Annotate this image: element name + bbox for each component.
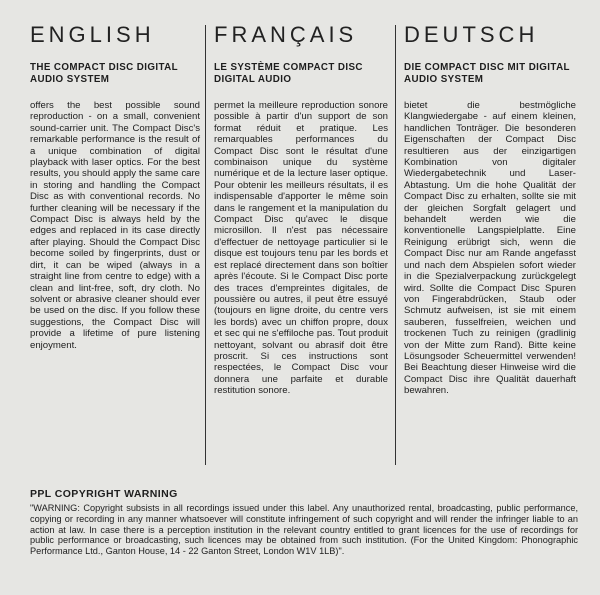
copyright-warning-text: "WARNING: Copyright subsists in all recordings issued under this label. Any unauthorized rental, broadcasting, public performance, copying or recording in any manner whatsoever will constitute infringement of such copyright and will render the infringer liable to an action at law. In case there is a perception institution in the relevant country entitled to grant licences for the use of recordings for public performance or broadcasting, such licences may be obtained from such institution. (For the United Kingdom: Phonographic Performance Ltd., Ganton House, 14 - 22 Ganton Street, London W1V 1LB)". [30, 503, 578, 557]
french-column [214, 20, 388, 397]
german-column [404, 20, 576, 397]
german-body: bietet die bestmögliche Klangwiedergabe - auf einem kleinen, handlichen Tonträger. Die besonderen Eigenschaften der Compact Disc resultieren aus der einzigartigen Kombination von digitaler Wiedergabetechnik und Laser-Abtastung. Um die hohe Qualität der Compact Disc zu erhalten, sollte sie mit der gleichen Sorgfalt gelagert und behandelt werden wie die konventionelle Langspielplatte. Eine Reinigung erübrigt sich, wenn die Compact Disc nur am Rande angefasst und nach dem Abspielen sofort wieder in die Spezialverpackung zurückgelegt wird. Sollte die Compact Disc Spuren von Fingerabdrücken, Staub oder Schmutz aufweisen, ist sie mit einem sauberen, fusselfreien, weichen und trockenen Tuch zu reinigen (gradlinig von der Mitte zum Rand). Bitte keine Lösungsoder Scheuermittel verwenden! Bei Beachtung dieser Hinweise wird die Compact Disc ihre Qualität dauerhaft bewahren. [404, 100, 576, 397]
english-column [30, 20, 200, 351]
column-divider-1 [205, 25, 206, 465]
english-heading: ENGLISH [30, 22, 155, 47]
french-body: permet la meilleure reproduction sonore possible à partir d'un support de son format réduit et pratique. Les remarquables performances du Compact Disc sont le résultat d'une combinaison unique du système numérique et de la lecture laser optique. Pour obtenir les meilleurs résultats, il es indispensable d'apporter le même soin dans le rangement et la manipulation du Compact Disc qu'avec le disque microsillon. Il n'est pas nécessaire d'effectuer de nettoyage particulier si le disque est toujours tenu par les bords et est replacé directement dans son boîtier après l'écoute. Si le Compact Disc porte des traces d'empreintes digitales, de poussière ou autres, il peut être essuyé (toujours en ligne droite, du centre vers les bords) avec un chiffon propre, doux et sec qui ne s'effiloche pas. Tout produit nettoyant, solvant ou abrasif doit être proscrit. Si ces instructions sont respectées, le Compact Disc vour donnera une parfaite et durable restitution sonore. [214, 100, 388, 397]
english-subheading: THE COMPACT DISC DIGITAL AUDIO SYSTEM [30, 62, 178, 85]
german-subheading: DIE COMPACT DISC MIT DIGITAL AUDIO SYSTEM [404, 62, 570, 85]
english-body: offers the best possible sound reproduction - on a small, convenient sound-carrier unit. The Compact Disc's remarkable performance is the result of a unique combination of digital playback with laser optics. For the best results, you should apply the same care in storing and handling the Compact Disc as with conventional records. No further cleaning will be necessary if the Compact Disc is always held by the edges and replaced in its case directly after playing. Should the Compact Disc become soiled by fingerprints, dust or dirt, it can be wiped (always in a straight line from centre to edge) with a clean and lint-free, soft, dry cloth. No solvent or abrasive cleaner should ever be used on the disc. If you follow these suggestions, the Compact Disc will provide a lifetime of pure listening enjoyment. [30, 100, 200, 351]
german-heading: DEUTSCH [404, 22, 539, 47]
column-divider-2 [395, 25, 396, 465]
french-subheading: LE SYSTÈME COMPACT DISC DIGITAL AUDIO [214, 62, 363, 85]
copyright-warning [30, 488, 578, 557]
french-heading: FRANÇAIS [214, 22, 358, 47]
copyright-warning-title: PPL COPYRIGHT WARNING [30, 488, 178, 500]
